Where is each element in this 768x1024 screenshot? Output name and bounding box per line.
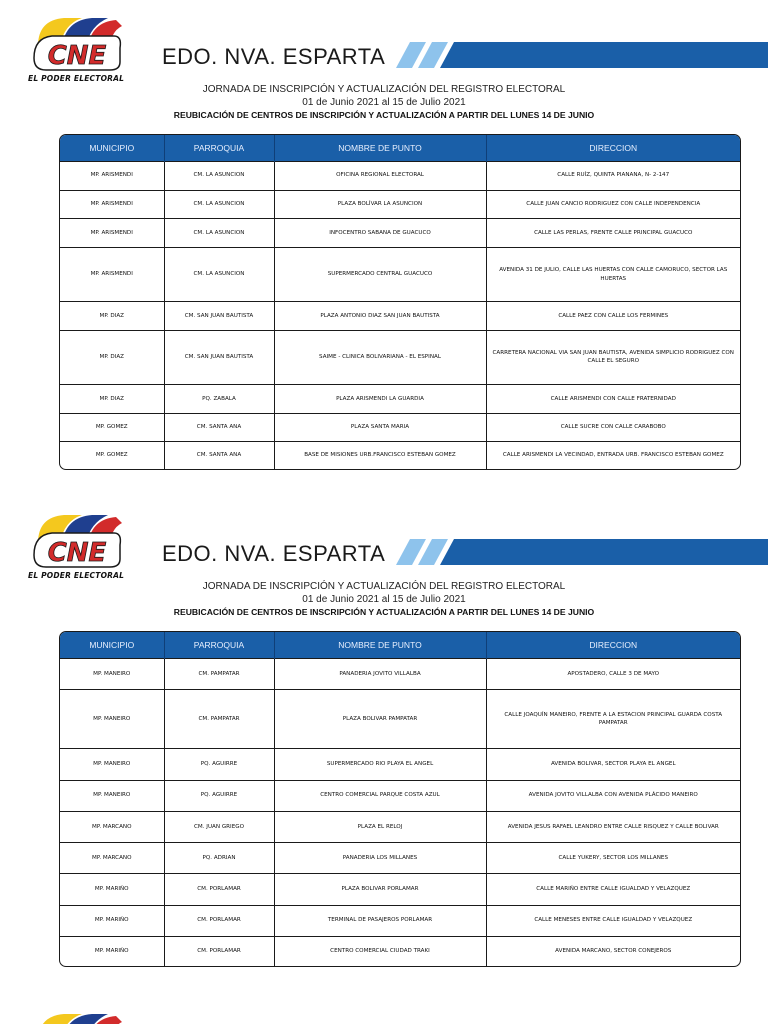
column-header-nombre-punto: NOMBRE DE PUNTO bbox=[274, 135, 486, 162]
table-header-row bbox=[60, 632, 740, 659]
municipio-cell: MP. DIAZ bbox=[60, 385, 164, 414]
state-title: EDO. NVA. ESPARTA bbox=[162, 44, 386, 69]
logo-tagline: EL PODER ELECTORAL bbox=[28, 74, 125, 83]
municipio-cell: MP. MARIÑO bbox=[60, 905, 164, 936]
table-row bbox=[60, 843, 740, 874]
document-page bbox=[0, 996, 768, 1024]
parroquia-cell: CM. SAN JUAN BAUTISTA bbox=[164, 302, 274, 331]
nombre-punto-cell: CENTRO COMERCIAL CIUDAD TRAKI bbox=[274, 936, 486, 966]
nombre-punto-cell: TERMINAL DE PASAJEROS PORLAMAR bbox=[274, 905, 486, 936]
table-row bbox=[60, 413, 740, 442]
parroquia-cell: CM. PORLAMAR bbox=[164, 874, 274, 905]
parroquia-cell: CM. PAMPATAR bbox=[164, 659, 274, 690]
table-row bbox=[60, 385, 740, 414]
nombre-punto-cell: BASE DE MISIONES URB.FRANCISCO ESTEBAN GOMEZ bbox=[274, 442, 486, 469]
table-row bbox=[60, 302, 740, 331]
parroquia-cell: CM. SANTA ANA bbox=[164, 413, 274, 442]
heading-line-1: JORNADA DE INSCRIPCIÓN Y ACTUALIZACIÓN DEL REGISTRO ELECTORAL bbox=[202, 581, 566, 592]
municipio-cell: MP. GOMEZ bbox=[60, 442, 164, 469]
direccion-cell: AVENIDA JOVITO VILLALBA CON AVENIDA PLÁCIDO MANEIRO bbox=[486, 780, 740, 811]
municipio-cell: MP. MANEIRO bbox=[60, 690, 164, 749]
svg-text:CNE: CNE bbox=[47, 538, 107, 568]
table-row bbox=[60, 749, 740, 780]
parroquia-cell: CM. LA ASUNCION bbox=[164, 219, 274, 248]
table-row bbox=[60, 936, 740, 966]
heading-line-2: 01 de Junio 2021 al 15 de Julio 2021 bbox=[302, 97, 466, 108]
nombre-punto-cell: PLAZA BOLÍVAR LA ASUNCION bbox=[274, 190, 486, 219]
heading-line-1: JORNADA DE INSCRIPCIÓN Y ACTUALIZACIÓN DEL REGISTRO ELECTORAL bbox=[202, 84, 566, 95]
state-title: EDO. NVA. ESPARTA bbox=[162, 541, 386, 566]
column-header-municipio: MUNICIPIO bbox=[60, 135, 164, 162]
parroquia-cell: CM. PORLAMAR bbox=[164, 936, 274, 966]
table-row bbox=[60, 247, 740, 301]
nombre-punto-cell: PLAZA ARISMENDI LA GUARDIA bbox=[274, 385, 486, 414]
nombre-punto-cell: PLAZA BOLIVAR PAMPATAR bbox=[274, 690, 486, 749]
direccion-cell: AVENIDA JESUS RAFAEL LEANDRO ENTRE CALLE RISQUEZ Y CALLE BOLIVAR bbox=[486, 811, 740, 842]
column-header-municipio: MUNICIPIO bbox=[60, 632, 164, 659]
direccion-cell: AVENIDA MARCANO, SECTOR CONEJEROS bbox=[486, 936, 740, 966]
column-header-direccion: DIRECCION bbox=[486, 632, 740, 659]
municipio-cell: MP. MANEIRO bbox=[60, 780, 164, 811]
logo-tagline: EL PODER ELECTORAL bbox=[28, 571, 125, 580]
locations-table bbox=[59, 631, 741, 967]
nombre-punto-cell: PANADERIA LOS MILLANES bbox=[274, 843, 486, 874]
municipio-cell: MP. MANEIRO bbox=[60, 659, 164, 690]
direccion-cell: CALLE LAS PERLAS, FRENTE CALLE PRINCIPAL GUACUCO bbox=[486, 219, 740, 248]
parroquia-cell: CM. LA ASUNCION bbox=[164, 162, 274, 191]
nombre-punto-cell: OFICINA REGIONAL ELECTORAL bbox=[274, 162, 486, 191]
municipio-cell: MP. MANEIRO bbox=[60, 749, 164, 780]
municipio-cell: MP. MARIÑO bbox=[60, 874, 164, 905]
municipio-cell: MP. MARIÑO bbox=[60, 936, 164, 966]
nombre-punto-cell: SUPERMERCADO CENTRAL GUACUCO bbox=[274, 247, 486, 301]
column-header-direccion: DIRECCION bbox=[486, 135, 740, 162]
svg-text:CNE: CNE bbox=[47, 41, 107, 71]
nombre-punto-cell: PLAZA ANTONIO DIAZ SAN JUAN BAUTISTA bbox=[274, 302, 486, 331]
heading-line-3: REUBICACIÓN DE CENTROS DE INSCRIPCIÓN Y ACTUALIZACIÓN A PARTIR DEL LUNES 14 DE JUNIO bbox=[173, 607, 595, 617]
table-row bbox=[60, 905, 740, 936]
parroquia-cell: CM. JUAN GRIEGO bbox=[164, 811, 274, 842]
decorative-stripes bbox=[396, 539, 768, 565]
direccion-cell: CALLE JUAN CANCIO RODRIGUEZ CON CALLE INDEPENDENCIA bbox=[486, 190, 740, 219]
nombre-punto-cell: SAIME - CLINICA BOLIVARIANA - EL ESPINAL bbox=[274, 330, 486, 384]
heading-line-2: 01 de Junio 2021 al 15 de Julio 2021 bbox=[302, 594, 466, 605]
direccion-cell: CALLE YUKERY, SECTOR LOS MILLANES bbox=[486, 843, 740, 874]
table-row bbox=[60, 219, 740, 248]
direccion-cell: AVENIDA 31 DE JULIO, CALLE LAS HUERTAS CON CALLE CAMORUCO, SECTOR LAS HUERTAS bbox=[486, 247, 740, 301]
municipio-cell: MP. MARCANO bbox=[60, 811, 164, 842]
direccion-cell: CALLE SUCRE CON CALLE CARABOBO bbox=[486, 413, 740, 442]
column-header-parroquia: PARROQUIA bbox=[164, 135, 274, 162]
direccion-cell: CALLE JOAQUÍN MANEIRO, FRENTE A LA ESTACION PRINCIPAL GUARDA COSTA PAMPATAR bbox=[486, 690, 740, 749]
direccion-cell: APOSTADERO, CALLE 3 DE MAYO bbox=[486, 659, 740, 690]
column-header-nombre-punto: NOMBRE DE PUNTO bbox=[274, 632, 486, 659]
table-row bbox=[60, 690, 740, 749]
municipio-cell: MP. ARISMENDI bbox=[60, 190, 164, 219]
direccion-cell: CALLE MENESES ENTRE CALLE IGUALDAD Y VELAZQUEZ bbox=[486, 905, 740, 936]
direccion-cell: CALLE MARIÑO ENTRE CALLE IGUALDAD Y VELAZQUEZ bbox=[486, 874, 740, 905]
nombre-punto-cell: PANADERIA JOVITO VILLALBA bbox=[274, 659, 486, 690]
municipio-cell: MP. ARISMENDI bbox=[60, 162, 164, 191]
column-header-parroquia: PARROQUIA bbox=[164, 632, 274, 659]
parroquia-cell: PQ. AGUIRRE bbox=[164, 749, 274, 780]
parroquia-cell: CM. PORLAMAR bbox=[164, 905, 274, 936]
table-row bbox=[60, 330, 740, 384]
table-row bbox=[60, 659, 740, 690]
nombre-punto-cell: PLAZA BOLIVAR PORLAMAR bbox=[274, 874, 486, 905]
parroquia-cell: PQ. ADRIAN bbox=[164, 843, 274, 874]
parroquia-cell: CM. SANTA ANA bbox=[164, 442, 274, 469]
municipio-cell: MP. DIAZ bbox=[60, 330, 164, 384]
table-row bbox=[60, 780, 740, 811]
direccion-cell: CALLE ARISMENDI CON CALLE FRATERNIDAD bbox=[486, 385, 740, 414]
table-row bbox=[60, 162, 740, 191]
nombre-punto-cell: CENTRO COMERCIAL PARQUE COSTA AZUL bbox=[274, 780, 486, 811]
nombre-punto-cell: PLAZA EL RELOJ bbox=[274, 811, 486, 842]
table-header-row bbox=[60, 135, 740, 162]
municipio-cell: MP. DIAZ bbox=[60, 302, 164, 331]
table-row bbox=[60, 442, 740, 469]
municipio-cell: MP. MARCANO bbox=[60, 843, 164, 874]
table-row bbox=[60, 811, 740, 842]
parroquia-cell: PQ. AGUIRRE bbox=[164, 780, 274, 811]
direccion-cell: CARRETERA NACIONAL VIA SAN JUAN BAUTISTA, AVENIDA SIMPLICIO RODRIGUEZ CON CALLE EL SEGURO bbox=[486, 330, 740, 384]
table-row bbox=[60, 874, 740, 905]
municipio-cell: MP. ARISMENDI bbox=[60, 247, 164, 301]
decorative-stripes bbox=[396, 42, 768, 68]
parroquia-cell: CM. SAN JUAN BAUTISTA bbox=[164, 330, 274, 384]
heading-line-3: REUBICACIÓN DE CENTROS DE INSCRIPCIÓN Y ACTUALIZACIÓN A PARTIR DEL LUNES 14 DE JUNIO bbox=[173, 110, 595, 120]
direccion-cell: CALLE ARISMENDI LA VECINDAD, ENTRADA URB. FRANCISCO ESTEBAN GOMEZ bbox=[486, 442, 740, 469]
municipio-cell: MP. ARISMENDI bbox=[60, 219, 164, 248]
parroquia-cell: PQ. ZABALA bbox=[164, 385, 274, 414]
parroquia-cell: CM. LA ASUNCION bbox=[164, 190, 274, 219]
cne-logo bbox=[24, 1002, 134, 1024]
direccion-cell: AVENIDA BOLIVAR, SECTOR PLAYA EL ANGEL bbox=[486, 749, 740, 780]
direccion-cell: CALLE RUÍZ, QUINTA PIANANA, N- 2-147 bbox=[486, 162, 740, 191]
nombre-punto-cell: PLAZA SANTA MARIA bbox=[274, 413, 486, 442]
table-row bbox=[60, 190, 740, 219]
nombre-punto-cell: INFOCENTRO SABANA DE GUACUCO bbox=[274, 219, 486, 248]
municipio-cell: MP. GOMEZ bbox=[60, 413, 164, 442]
parroquia-cell: CM. PAMPATAR bbox=[164, 690, 274, 749]
nombre-punto-cell: SUPERMERCADO RIO PLAYA EL ANGEL bbox=[274, 749, 486, 780]
direccion-cell: CALLE PAEZ CON CALLE LOS FERMINES bbox=[486, 302, 740, 331]
parroquia-cell: CM. LA ASUNCION bbox=[164, 247, 274, 301]
locations-table bbox=[59, 134, 741, 470]
